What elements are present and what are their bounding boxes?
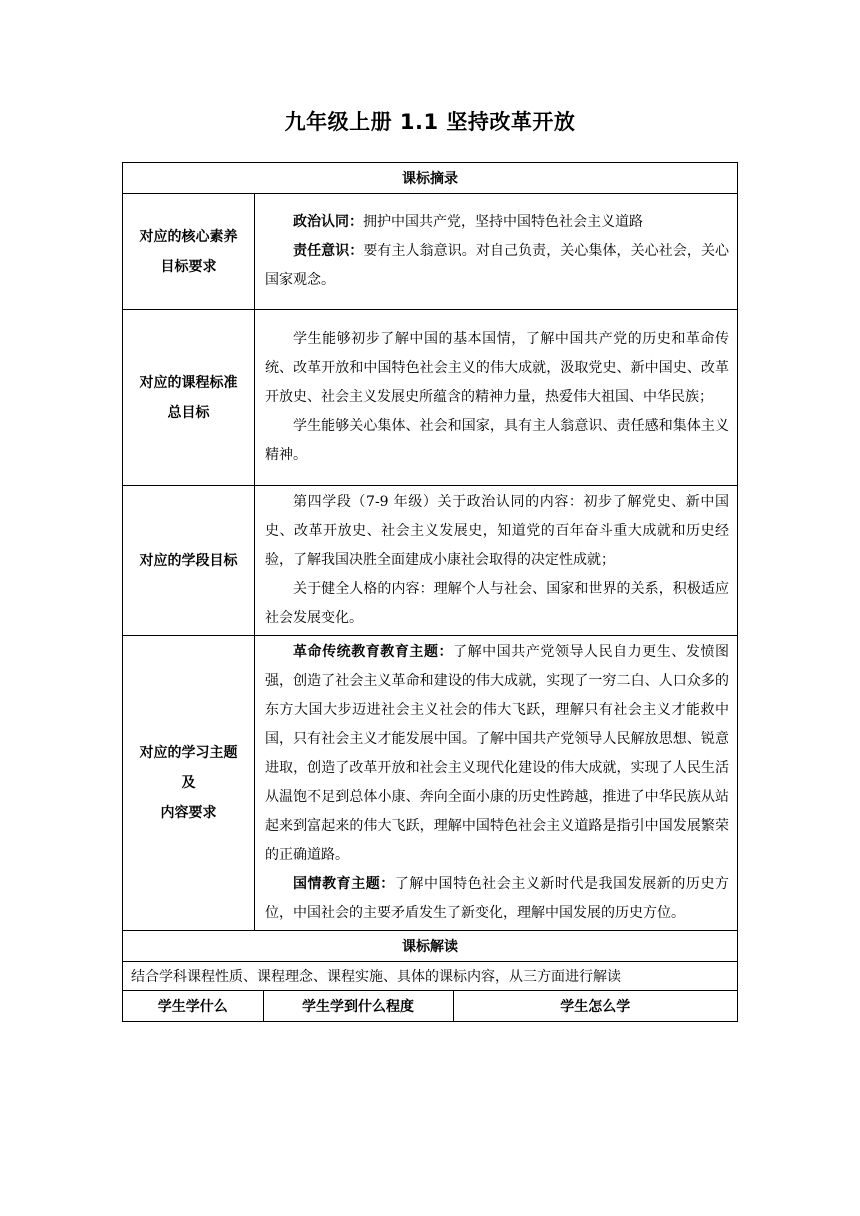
table-row <box>123 310 738 486</box>
item-text: 拥护中国共产党，坚持中国特色社会主义道路 <box>363 214 643 230</box>
curriculum-table <box>122 162 738 1022</box>
item-text: 要有主人翁意识。对自己负责，关心集体，关心社会，关心国家观念。 <box>265 243 730 288</box>
table-row <box>123 486 738 636</box>
row-label: 对应的核心素养 目标要求 <box>123 194 255 310</box>
paragraph: 学生能够初步了解中国的基本国情，了解中国共产党的历史和革命传统、改革开放和中国特色社会主义的伟大成就，汲取党史、新中国史、改革开放史、社会主义发展史所蕴含的精神力量，热爱伟大祖国、中华民族； <box>265 331 729 405</box>
item-heading: 责任意识： <box>293 243 364 259</box>
row-content <box>255 310 738 486</box>
page-title: 九年级上册 1.1 坚持改革开放 <box>284 110 576 134</box>
paragraph: 第四学段（7-9 年级）关于政治认同的内容：初步了解党史、新中国史、改革开放史、社会主义发展史，知道党的百年奋斗重大成就和历史经验，了解我国决胜全面建成小康社会取得的决定性成就； <box>265 494 729 568</box>
item-heading: 国情教育主题： <box>293 876 395 892</box>
table-row <box>123 636 738 931</box>
item-text: 了解中国特色社会主义新时代是我国发展新的历史方位，中国社会的主要矛盾发生了新变化，理解中国发展的历史方位。 <box>265 876 730 921</box>
item-text: 了解中国共产党领导人民自力更生、发愤图强，创造了社会主义革命和建设的伟大成就，实现了一穷二白、人口众多的东方大国大步迈进社会主义社会的伟大飞跃，理解只有社会主义才能救中国，只有社会主义才能发展中国。了解中国共产党领导人民解放思想、锐意进取，创造了改革开放和社会主义现代化建设的伟大成就，实现了人民生活从温饱不足到总体小康、奔向全面小康的历史性跨越，推进了中华民族从站起来到富起来的伟大飞跃，理解中国特色社会主义道路是指引中国发展繁荣的正确道路。 <box>265 644 730 863</box>
row-label: 对应的学习主题 及 内容要求 <box>123 636 255 931</box>
column-how: 学生怎么学 <box>560 999 631 1015</box>
row-content <box>255 194 738 310</box>
row-content <box>255 636 738 931</box>
column-extent: 学生学到什么程度 <box>263 991 453 1021</box>
paragraph: 学生能够关心集体、社会和国家，具有主人翁意识、责任感和集体主义精神。 <box>265 418 729 463</box>
interpretation-columns <box>123 991 738 1022</box>
row-label: 对应的课程标准 总目标 <box>123 310 255 486</box>
paragraph: 关于健全人格的内容：理解个人与社会、国家和世界的关系，积极适应社会发展变化。 <box>265 581 729 626</box>
column-what: 学生学什么 <box>123 991 263 1021</box>
interpretation-intro: 结合学科课程性质、课程理念、课程实施、具体的课标内容，从三方面进行解读 <box>123 962 738 991</box>
row-label: 对应的学段目标 <box>123 486 255 636</box>
item-heading: 政治认同： <box>293 214 363 230</box>
row-content <box>255 486 738 636</box>
excerpt-header: 课标摘录 <box>123 163 738 194</box>
interpretation-header: 课标解读 <box>123 931 738 962</box>
item-heading: 革命传统教育教育主题： <box>293 644 454 660</box>
table-row <box>123 194 738 310</box>
